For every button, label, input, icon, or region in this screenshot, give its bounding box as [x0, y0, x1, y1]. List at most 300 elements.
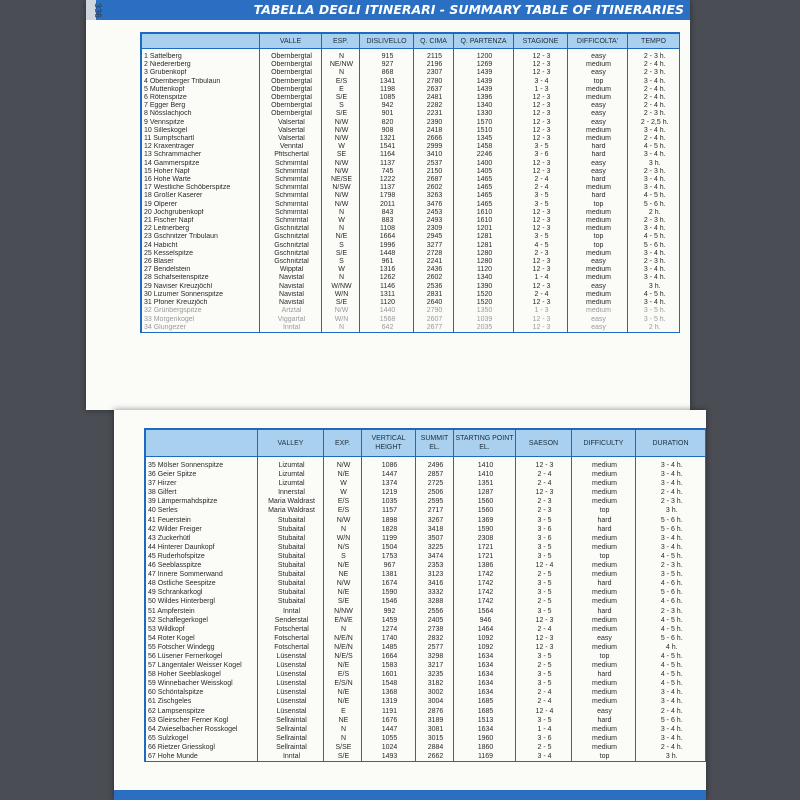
table-row — [146, 534, 706, 543]
table-cell: 4 - 5 h. — [636, 616, 706, 625]
table-cell: Lüsenstal — [258, 707, 324, 716]
itinerary-name: 57 Längentaler Weisser Kogel — [146, 661, 258, 670]
table-cell: 12 - 4 — [516, 561, 572, 570]
itinerary-name: 1 Sattelberg — [142, 49, 260, 62]
table-cell: 2595 — [416, 497, 454, 506]
table-cell: 2 - 4 — [516, 470, 572, 479]
itinerary-name: 23 Gschnitzer Tribulaun — [142, 233, 260, 241]
table-row — [146, 561, 706, 570]
table-cell: Innerstal — [258, 488, 324, 497]
table-cell: 2 - 3 — [514, 250, 568, 258]
table-cell: hard — [572, 579, 636, 588]
table-cell: 1504 — [362, 543, 416, 552]
table-cell: top — [572, 652, 636, 661]
itinerary-name: 48 Östliche Seespitze — [146, 579, 258, 588]
table-cell: medium — [568, 127, 628, 135]
table-cell: 3 - 4 h. — [636, 688, 706, 697]
itinerary-name: 62 Lampsenspitze — [146, 707, 258, 716]
table-row — [146, 525, 706, 534]
column-header: VERTICAL HEIGHT — [362, 430, 416, 457]
itinerary-name: 5 Muttenkopf — [142, 86, 260, 94]
table-cell: W — [324, 488, 362, 497]
itinerary-name: 58 Hoher Seeblaskogel — [146, 670, 258, 679]
table-row — [142, 209, 680, 217]
table-cell: N — [322, 274, 360, 282]
table-row — [142, 274, 680, 282]
table-row — [142, 225, 680, 233]
table-cell: 1351 — [454, 479, 516, 488]
table-cell: 12 - 3 — [514, 209, 568, 217]
table-cell: 3 - 4 h. — [636, 457, 706, 471]
table-cell: medium — [572, 497, 636, 506]
table-cell: 1345 — [454, 135, 514, 143]
table-cell: S/E — [322, 299, 360, 307]
column-header: TEMPO — [628, 34, 680, 49]
table-row — [146, 679, 706, 688]
table-row — [146, 625, 706, 634]
table-cell: Stubaital — [258, 597, 324, 606]
table-cell: 1634 — [454, 661, 516, 670]
itinerary-name: 26 Blaser — [142, 258, 260, 266]
table-cell: 1570 — [454, 119, 514, 127]
table-cell: medium — [568, 250, 628, 258]
table-cell: 1039 — [454, 316, 514, 324]
table-cell: 1634 — [454, 652, 516, 661]
table-cell: E/S — [324, 497, 362, 506]
table-cell: 2307 — [414, 69, 454, 77]
table-cell: 1568 — [360, 316, 414, 324]
table-cell: easy — [568, 324, 628, 332]
table-cell: 2602 — [414, 274, 454, 282]
table-cell: 3 - 4 h. — [636, 725, 706, 734]
table-cell: W — [322, 143, 360, 151]
table-cell: 3081 — [416, 725, 454, 734]
table-row — [142, 233, 680, 241]
table-cell: 12 - 3 — [514, 283, 568, 291]
table-cell: 1860 — [454, 743, 516, 752]
table-cell: 1374 — [362, 479, 416, 488]
table-cell: Lizumtal — [258, 457, 324, 471]
table-cell: Sellraintal — [258, 743, 324, 752]
table-cell: N/E — [324, 688, 362, 697]
column-header: DISLIVELLO — [360, 34, 414, 49]
table-cell: 3 - 4 h. — [636, 534, 706, 543]
itinerary-name: 64 Zwieselbacher Rosskogel — [146, 725, 258, 734]
table-cell: easy — [568, 168, 628, 176]
table-cell: E/S — [324, 670, 362, 679]
table-cell: 1548 — [362, 679, 416, 688]
table-cell: 5 - 6 h. — [628, 242, 680, 250]
table-cell: 2308 — [454, 534, 516, 543]
table-cell: 2607 — [414, 316, 454, 324]
table-cell: 3 - 4 h. — [628, 78, 680, 86]
table-row — [142, 69, 680, 77]
table-row — [146, 716, 706, 725]
table-cell: 1520 — [454, 299, 514, 307]
table-cell: hard — [572, 716, 636, 725]
table-cell: Fotschertal — [258, 643, 324, 652]
itinerary-name: 32 Grünbergspitze — [142, 307, 260, 315]
table-cell: 3 - 4 h. — [628, 127, 680, 135]
table-cell: 1164 — [360, 151, 414, 159]
table-row — [146, 579, 706, 588]
table-cell: medium — [572, 697, 636, 706]
table-cell: 3 - 5 — [516, 516, 572, 525]
table-cell: 1742 — [454, 588, 516, 597]
table-cell: 1465 — [454, 201, 514, 209]
column-header: DIFFICULTY — [572, 430, 636, 457]
table-row — [146, 488, 706, 497]
table-cell: 2 - 4 h. — [636, 743, 706, 752]
table-row — [146, 552, 706, 561]
itinerary-name: 15 Hoher Napf — [142, 168, 260, 176]
table-cell: Schmirntal — [260, 176, 322, 184]
table-cell: 2 - 4 — [516, 688, 572, 697]
table-cell: medium — [572, 616, 636, 625]
table-cell: 1513 — [454, 716, 516, 725]
table-cell: 2536 — [414, 283, 454, 291]
itinerary-name: 44 Hinterer Daunkopf — [146, 543, 258, 552]
table-row — [142, 78, 680, 86]
table-cell: 4 - 5 h. — [636, 652, 706, 661]
table-row — [142, 299, 680, 307]
table-row — [142, 242, 680, 250]
table-cell: Schmirntal — [260, 160, 322, 168]
table-cell: 3 - 5 — [516, 716, 572, 725]
footer-band — [114, 790, 706, 800]
table-cell: 3332 — [416, 588, 454, 597]
table-cell: 1448 — [360, 250, 414, 258]
table-cell: Sellraintal — [258, 716, 324, 725]
table-cell: 2662 — [416, 752, 454, 761]
table-cell: N — [324, 734, 362, 743]
table-cell: Senderstal — [258, 616, 324, 625]
table-cell: 12 - 3 — [514, 266, 568, 274]
table-cell: 820 — [360, 119, 414, 127]
table-cell: 3 - 5 — [516, 579, 572, 588]
table-cell: 3410 — [414, 151, 454, 159]
table-cell: 12 - 3 — [514, 217, 568, 225]
table-row — [146, 752, 706, 761]
table-cell: Lüsenstal — [258, 679, 324, 688]
table-cell: 1368 — [362, 688, 416, 697]
itinerary-name: 35 Mölser Sonnenspitze — [146, 457, 258, 471]
itinerary-table-italian — [140, 32, 680, 333]
table-cell: 1281 — [454, 242, 514, 250]
table-row — [146, 743, 706, 752]
table-cell: 1191 — [362, 707, 416, 716]
table-cell: 2790 — [414, 307, 454, 315]
table-cell: 1828 — [362, 525, 416, 534]
table-cell: Gschnitztal — [260, 242, 322, 250]
table-cell: E — [324, 707, 362, 716]
table-cell: 3 h. — [628, 160, 680, 168]
table-cell: Schmirntal — [260, 168, 322, 176]
table-cell: 1439 — [454, 86, 514, 94]
table-cell: 3476 — [414, 201, 454, 209]
table-cell: 1381 — [362, 570, 416, 579]
lower-page — [114, 410, 706, 800]
table-cell: 12 - 3 — [514, 119, 568, 127]
table-cell: N — [322, 324, 360, 332]
table-cell: easy — [568, 69, 628, 77]
table-cell: Gschnitztal — [260, 233, 322, 241]
itinerary-name: 43 Zuckerhütl — [146, 534, 258, 543]
table-cell: 4 - 5 h. — [628, 233, 680, 241]
itinerary-name: 52 Schaflegerkogel — [146, 616, 258, 625]
table-row — [142, 176, 680, 184]
table-cell: Lüsenstal — [258, 652, 324, 661]
table-cell: easy — [568, 160, 628, 168]
table-cell: S/E — [322, 250, 360, 258]
table-cell: 2 - 3 h. — [628, 168, 680, 176]
table-cell: W — [322, 266, 360, 274]
table-cell: E/N/E — [324, 616, 362, 625]
table-cell: 2 - 4 h. — [628, 94, 680, 102]
table-row — [146, 506, 706, 515]
table-cell: 1465 — [454, 192, 514, 200]
table-cell: medium — [568, 135, 628, 143]
table-cell: 2 - 2,5 h. — [628, 119, 680, 127]
table-cell: top — [572, 506, 636, 515]
table-cell: 1742 — [454, 597, 516, 606]
table-cell: 1546 — [362, 597, 416, 606]
itinerary-name: 7 Egger Berg — [142, 102, 260, 110]
table-cell: 1108 — [360, 225, 414, 233]
table-cell: 2999 — [414, 143, 454, 151]
table-cell: 1898 — [362, 516, 416, 525]
table-cell: S/E — [322, 110, 360, 118]
table-cell: Inntal — [260, 324, 322, 332]
table-cell: 1610 — [454, 209, 514, 217]
itinerary-name: 42 Wilder Freiger — [146, 525, 258, 534]
table-cell: NE/SE — [322, 176, 360, 184]
table-cell: Schmirntal — [260, 192, 322, 200]
table-row — [146, 661, 706, 670]
table-cell: 12 - 3 — [514, 69, 568, 77]
column-header: VALLE — [260, 34, 322, 49]
table-cell: 3 - 5 — [516, 679, 572, 688]
table-body — [146, 457, 706, 762]
table-cell: 12 - 3 — [514, 168, 568, 176]
itinerary-name: 59 Winnebacher Weisskogl — [146, 679, 258, 688]
table-cell: 1410 — [454, 470, 516, 479]
table-cell: Maria Waldrast — [258, 497, 324, 506]
table-cell: easy — [568, 119, 628, 127]
itinerary-name: 28 Schafseitenspitze — [142, 274, 260, 282]
table-cell: 2945 — [414, 233, 454, 241]
table-cell: 1120 — [360, 299, 414, 307]
table-cell: 3 - 5 h. — [628, 316, 680, 324]
table-cell: 3 - 6 — [516, 734, 572, 743]
table-cell: 1634 — [454, 688, 516, 697]
table-cell: 2 - 4 h. — [628, 86, 680, 94]
table-cell: 1634 — [454, 679, 516, 688]
table-cell: Fotschertal — [258, 625, 324, 634]
table-cell: N/S — [324, 543, 362, 552]
table-cell: N — [322, 209, 360, 217]
table-cell: NE/NW — [322, 61, 360, 69]
table-cell: 1055 — [362, 734, 416, 743]
table-cell: 927 — [360, 61, 414, 69]
table-cell: 2677 — [414, 324, 454, 332]
table-cell: 2481 — [414, 94, 454, 102]
table-row — [146, 697, 706, 706]
table-row — [142, 119, 680, 127]
table-cell: 2687 — [414, 176, 454, 184]
itinerary-name: 51 Ampferstein — [146, 607, 258, 616]
page-number: 336 — [93, 3, 103, 19]
table-cell: SE — [322, 151, 360, 159]
table-cell: 2738 — [416, 625, 454, 634]
table-cell: 3277 — [414, 242, 454, 250]
table-cell: 1439 — [454, 78, 514, 86]
table-cell: E/S — [322, 78, 360, 86]
table-row — [142, 250, 680, 258]
table-cell: 3416 — [416, 579, 454, 588]
table-row — [142, 127, 680, 135]
itinerary-name: 24 Habicht — [142, 242, 260, 250]
table-cell: 2 - 3 h. — [636, 561, 706, 570]
table-cell: top — [568, 201, 628, 209]
table-cell: Obernbergtal — [260, 94, 322, 102]
table-cell: 2640 — [414, 299, 454, 307]
table-row — [146, 734, 706, 743]
table-cell: easy — [568, 110, 628, 118]
page-header-title: TABELLA DEGLI ITINERARI - SUMMARY TABLE OF ITINERARIES — [96, 0, 690, 20]
table-cell: 4 - 5 h. — [636, 625, 706, 634]
table-cell: 2 - 4 — [514, 184, 568, 192]
table-row — [146, 543, 706, 552]
column-header: DURATION — [636, 430, 706, 457]
table-cell: 1350 — [454, 307, 514, 315]
table-header-row — [142, 34, 680, 49]
table-cell: 1493 — [362, 752, 416, 761]
table-cell: 12 - 3 — [514, 258, 568, 266]
table-cell: 1386 — [454, 561, 516, 570]
table-row — [146, 670, 706, 679]
table-row — [142, 283, 680, 291]
table-cell: W — [324, 479, 362, 488]
table-row — [142, 86, 680, 94]
table-cell: 2418 — [414, 127, 454, 135]
itinerary-name: 37 Hirzer — [146, 479, 258, 488]
table-cell: N — [324, 525, 362, 534]
column-header: STAGIONE — [514, 34, 568, 49]
itinerary-name: 21 Fischer Napf — [142, 217, 260, 225]
table-cell: 2 - 3 h. — [628, 217, 680, 225]
table-cell: 12 - 3 — [514, 299, 568, 307]
table-row — [146, 516, 706, 525]
table-cell: 1222 — [360, 176, 414, 184]
table-row — [146, 597, 706, 606]
table-cell: 3 h. — [628, 283, 680, 291]
table-cell: Lüsenstal — [258, 670, 324, 679]
table-cell: 1664 — [362, 652, 416, 661]
table-cell: 3 - 6 — [516, 525, 572, 534]
table-cell: Obernbergtal — [260, 49, 322, 62]
table-cell: N/W — [322, 168, 360, 176]
itinerary-name: 47 Innere Sommerwand — [146, 570, 258, 579]
table-cell: Stubaital — [258, 516, 324, 525]
column-header: DIFFICOLTA' — [568, 34, 628, 49]
table-cell: 3 - 5 — [516, 607, 572, 616]
table-cell: 3 - 4 h. — [636, 734, 706, 743]
table-cell: 745 — [360, 168, 414, 176]
table-cell: 12 - 3 — [516, 634, 572, 643]
itinerary-name: 27 Bendelstein — [142, 266, 260, 274]
table-cell: 1634 — [454, 725, 516, 734]
itinerary-name: 12 Kraxentrager — [142, 143, 260, 151]
table-cell: N/NW — [324, 607, 362, 616]
table-cell: 1085 — [360, 94, 414, 102]
table-cell: 2436 — [414, 266, 454, 274]
table-cell: Gschnitztal — [260, 225, 322, 233]
table-cell: medium — [572, 561, 636, 570]
table-cell: medium — [572, 543, 636, 552]
table-cell: 908 — [360, 127, 414, 135]
table-cell: S — [324, 552, 362, 561]
table-cell: 1798 — [360, 192, 414, 200]
itinerary-name: 6 Rötenspitze — [142, 94, 260, 102]
table-cell: N/E — [322, 233, 360, 241]
table-cell: 868 — [360, 69, 414, 77]
table-cell: 1601 — [362, 670, 416, 679]
table-cell: 1685 — [454, 707, 516, 716]
itinerary-name: 39 Lämpermahdspitze — [146, 497, 258, 506]
table-cell: 2115 — [414, 49, 454, 62]
table-row — [146, 607, 706, 616]
table-cell: 12 - 3 — [516, 643, 572, 652]
table-cell: Obernbergtal — [260, 86, 322, 94]
table-cell: Stubaital — [258, 552, 324, 561]
table-cell: 1447 — [362, 725, 416, 734]
table-cell: 12 - 3 — [514, 316, 568, 324]
table-cell: Schmirntal — [260, 209, 322, 217]
table-cell: 2832 — [416, 634, 454, 643]
table-cell: Navistal — [260, 299, 322, 307]
table-cell: 1199 — [362, 534, 416, 543]
table-row — [146, 643, 706, 652]
table-cell: 3182 — [416, 679, 454, 688]
table-cell: 5 - 6 h. — [636, 516, 706, 525]
table-cell: Venntal — [260, 143, 322, 151]
table-cell: Wipptal — [260, 266, 322, 274]
table-cell: top — [572, 752, 636, 761]
column-header: SAESON — [516, 430, 572, 457]
table-cell: Stubaital — [258, 561, 324, 570]
table-cell: medium — [572, 643, 636, 652]
table-cell: 3 - 5 — [516, 588, 572, 597]
table-cell: 1439 — [454, 69, 514, 77]
table-cell: medium — [568, 307, 628, 315]
table-row — [142, 217, 680, 225]
itinerary-name: 29 Naviser Kreuzjöchl — [142, 283, 260, 291]
table-cell: 1465 — [454, 184, 514, 192]
table-cell: easy — [572, 707, 636, 716]
table-cell: E/S — [324, 506, 362, 515]
table-cell: medium — [572, 597, 636, 606]
table-cell: 1510 — [454, 127, 514, 135]
table-cell: 4 - 6 h. — [636, 597, 706, 606]
table-cell: Stubaital — [258, 570, 324, 579]
table-cell: E — [322, 86, 360, 94]
table-cell: medium — [572, 588, 636, 597]
table-cell: medium — [568, 61, 628, 69]
table-cell: 1721 — [454, 552, 516, 561]
table-row — [142, 94, 680, 102]
itinerary-name: 63 Gleirscher Ferner Kogl — [146, 716, 258, 725]
